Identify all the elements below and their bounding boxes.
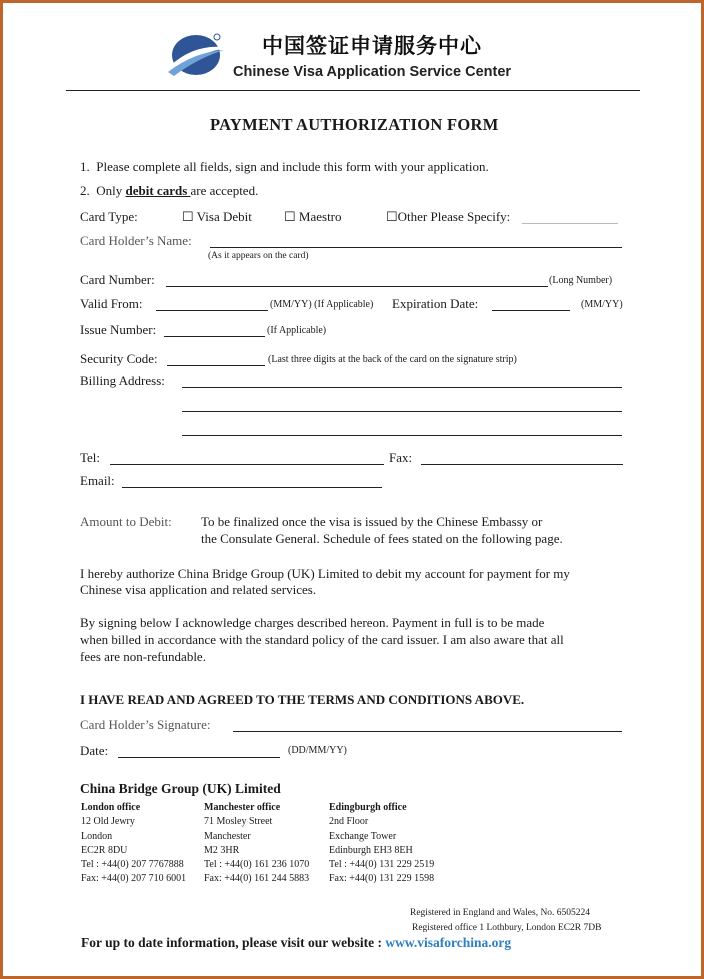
- issue-number-label: Issue Number:: [80, 322, 157, 337]
- issue-number-line[interactable]: [164, 336, 265, 337]
- email-label: Email:: [80, 473, 115, 488]
- acknowledgement-line-2: when billed in accordance with the standard policy of the card issuer. I am also aware that all: [80, 632, 564, 647]
- checkbox-icon: ☐: [182, 209, 194, 224]
- amount-to-debit-line-1: To be finalized once the visa is issued by the Chinese Embassy or: [201, 514, 543, 529]
- registration-line-1: Registered in England and Wales, No. 6505224: [410, 908, 591, 918]
- card-number-note: (Long Number): [549, 275, 613, 286]
- maestro-checkbox[interactable]: ☐ Maestro: [284, 209, 342, 224]
- authorization-line-2: Chinese visa application and related services.: [80, 582, 317, 597]
- fax-label: Fax:: [389, 450, 413, 465]
- billing-address-line-2[interactable]: [182, 411, 622, 412]
- billing-address-line-1[interactable]: [182, 387, 622, 388]
- billing-address-label: Billing Address:: [80, 373, 165, 388]
- instruction-2: 2. Only debit cards are accepted.: [80, 183, 259, 198]
- valid-from-line[interactable]: [156, 310, 268, 311]
- office-london: London office 12 Old Jewry London EC2R 8DU Tel : +44(0) 207 7767888 Fax: +44(0) 207 710 6001: [81, 802, 187, 885]
- header-divider: [66, 90, 640, 91]
- date-label: Date:: [80, 743, 109, 758]
- checkbox-icon: ☐: [386, 209, 398, 224]
- amount-to-debit-line-2: the Consulate General. Schedule of fees stated on the following page.: [201, 531, 563, 546]
- card-number-line[interactable]: [166, 286, 548, 287]
- office-manchester: Manchester office 71 Mosley Street Manchester M2 3HR Tel : +44(0) 161 236 1070 Fax: +44(0) 161 244 5883: [204, 802, 310, 885]
- website-link[interactable]: www.visaforchina.org: [385, 935, 512, 950]
- tel-line[interactable]: [110, 464, 384, 465]
- other-specify-line[interactable]: [522, 223, 618, 224]
- logo: [166, 28, 232, 80]
- expiration-date-note: (MM/YY): [581, 299, 623, 310]
- card-holder-name-label: Card Holder’s Name:: [80, 233, 192, 248]
- amount-to-debit-label: Amount to Debit:: [80, 514, 172, 529]
- office-edinburgh: Edingburgh office 2nd Floor Exchange Tower Edinburgh EH3 8EH Tel : +44(0) 131 229 2519 Fax: +44(0) 131 229 1598: [329, 802, 435, 885]
- billing-address-line-3[interactable]: [182, 435, 622, 436]
- signature-label: Card Holder’s Signature:: [80, 717, 211, 732]
- fax-line[interactable]: [421, 464, 623, 465]
- tel-label: Tel:: [80, 450, 101, 465]
- card-type-label: Card Type:: [80, 209, 138, 224]
- office-name: Edingburgh office: [329, 802, 407, 813]
- valid-from-note: (MM/YY) (If Applicable): [270, 299, 374, 310]
- terms-agreement-heading: I HAVE READ AND AGREED TO THE TERMS AND CONDITIONS ABOVE.: [80, 692, 525, 707]
- visa-debit-checkbox[interactable]: ☐ Visa Debit: [182, 209, 252, 224]
- valid-from-label: Valid From:: [80, 296, 143, 311]
- card-number-label: Card Number:: [80, 272, 155, 287]
- issue-number-note: (If Applicable): [267, 325, 327, 336]
- security-code-line[interactable]: [167, 365, 265, 366]
- date-note: (DD/MM/YY): [288, 745, 347, 756]
- security-code-note: (Last three digits at the back of the card on the signature strip): [268, 354, 517, 365]
- acknowledgement-line-3: fees are non-refundable.: [80, 649, 206, 664]
- expiration-date-line[interactable]: [492, 310, 570, 311]
- other-checkbox[interactable]: ☐Other Please Specify:: [386, 209, 511, 224]
- header-english-title: Chinese Visa Application Service Center: [233, 64, 512, 80]
- registration-line-2: Registered office 1 Lothbury, London EC2R 7DB: [412, 923, 602, 933]
- instruction-1: 1. Please complete all fields, sign and include this form with your application.: [80, 159, 489, 174]
- company-name: China Bridge Group (UK) Limited: [80, 781, 281, 796]
- authorization-line-1: I hereby authorize China Bridge Group (UK) Limited to debit my account for payment for my: [80, 566, 570, 581]
- office-name: Manchester office: [204, 802, 281, 813]
- date-line[interactable]: [118, 757, 280, 758]
- checkbox-icon: ☐: [284, 209, 296, 224]
- card-holder-name-note: (As it appears on the card): [208, 251, 309, 261]
- security-code-label: Security Code:: [80, 351, 158, 366]
- expiration-date-label: Expiration Date:: [392, 296, 479, 311]
- form-title: PAYMENT AUTHORIZATION FORM: [210, 115, 499, 134]
- header-chinese-title: 中国签证申请服务中心: [262, 34, 482, 58]
- email-line[interactable]: [122, 487, 382, 488]
- visa-center-logo-icon: [166, 28, 232, 80]
- office-name: London office: [81, 802, 141, 813]
- signature-line[interactable]: [233, 731, 622, 732]
- acknowledgement-line-1: By signing below I acknowledge charges described hereon. Payment in full is to be made: [80, 615, 545, 630]
- website-info: For up to date information, please visit our website : www.visaforchina.org: [81, 935, 512, 950]
- card-holder-name-line[interactable]: [210, 247, 622, 248]
